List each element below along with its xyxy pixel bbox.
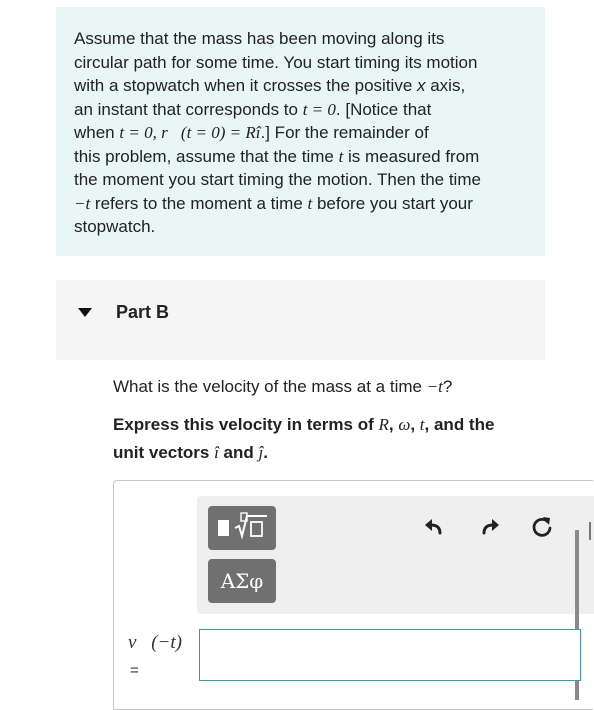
- instr-text: ,: [388, 415, 399, 434]
- instr-text: unit vectors: [113, 443, 215, 462]
- info-math: t = 0: [302, 99, 336, 119]
- info-math: −t: [74, 193, 91, 213]
- info-line: Assume that the mass has been moving along its: [74, 29, 445, 48]
- reset-button[interactable]: [529, 514, 555, 540]
- reset-icon: [529, 514, 555, 540]
- part-b-header[interactable]: [56, 280, 545, 360]
- instr-math: î: [214, 443, 219, 462]
- info-math: t: [338, 146, 344, 166]
- instr-text: .: [263, 443, 268, 462]
- answer-input[interactable]: [199, 629, 581, 681]
- instr-math: t: [419, 415, 425, 434]
- info-line: before you start your: [312, 193, 473, 213]
- info-line: . [Notice that: [335, 99, 432, 119]
- symbols-label: ΑΣφ: [220, 569, 264, 593]
- problem-statement: [56, 7, 545, 256]
- info-line: refers to the moment a time: [90, 193, 308, 213]
- info-line: with a stopwatch when it crosses the positive: [74, 76, 417, 95]
- collapse-caret-icon[interactable]: [78, 308, 92, 317]
- math-toolbar: [197, 496, 594, 614]
- instr-math: ĵ: [258, 443, 264, 462]
- instr-math: ω: [398, 415, 411, 434]
- redo-icon: [478, 515, 502, 539]
- info-line: stopwatch.: [74, 217, 156, 236]
- info-line: .] For the remainder of: [260, 123, 429, 142]
- equals-sign: =: [130, 662, 139, 679]
- undo-icon: [422, 515, 446, 539]
- instr-text: Express this velocity in terms of: [113, 415, 379, 434]
- info-line: when: [74, 123, 120, 142]
- instr-text: ,: [410, 415, 420, 434]
- question-math: −t: [426, 377, 443, 396]
- info-math: t = 0, r⃗(t = 0) = Rî: [119, 123, 261, 142]
- instr-text: , and the: [424, 415, 495, 434]
- question-text: [113, 375, 563, 399]
- info-math: x: [417, 76, 426, 95]
- info-line: is measured from: [343, 146, 480, 166]
- info-line: an instant that corresponds to: [74, 99, 303, 119]
- info-line: circular path for some time. You start timing its motion: [74, 52, 478, 72]
- redo-button[interactable]: [477, 514, 503, 540]
- instr-math: R: [378, 415, 389, 434]
- symbols-button[interactable]: [208, 559, 276, 603]
- info-math: t: [307, 193, 313, 213]
- text-cursor: [589, 522, 591, 540]
- templates-button[interactable]: [208, 506, 276, 550]
- instr-text: and: [218, 443, 259, 462]
- question-text-part: ?: [442, 377, 453, 396]
- info-line: this problem, assume that the time: [74, 146, 339, 166]
- answer-variable-label: v⃗(−t): [128, 632, 182, 653]
- question-instructions: [113, 411, 563, 467]
- templates-icon: [213, 510, 271, 546]
- question-block: [113, 375, 563, 467]
- undo-button[interactable]: [421, 514, 447, 540]
- info-line: axis,: [425, 76, 466, 95]
- question-text-part: What is the velocity of the mass at a time: [113, 377, 427, 396]
- part-title: Part B: [116, 302, 170, 322]
- info-line: the moment you start timing the motion. Then the time: [74, 170, 481, 189]
